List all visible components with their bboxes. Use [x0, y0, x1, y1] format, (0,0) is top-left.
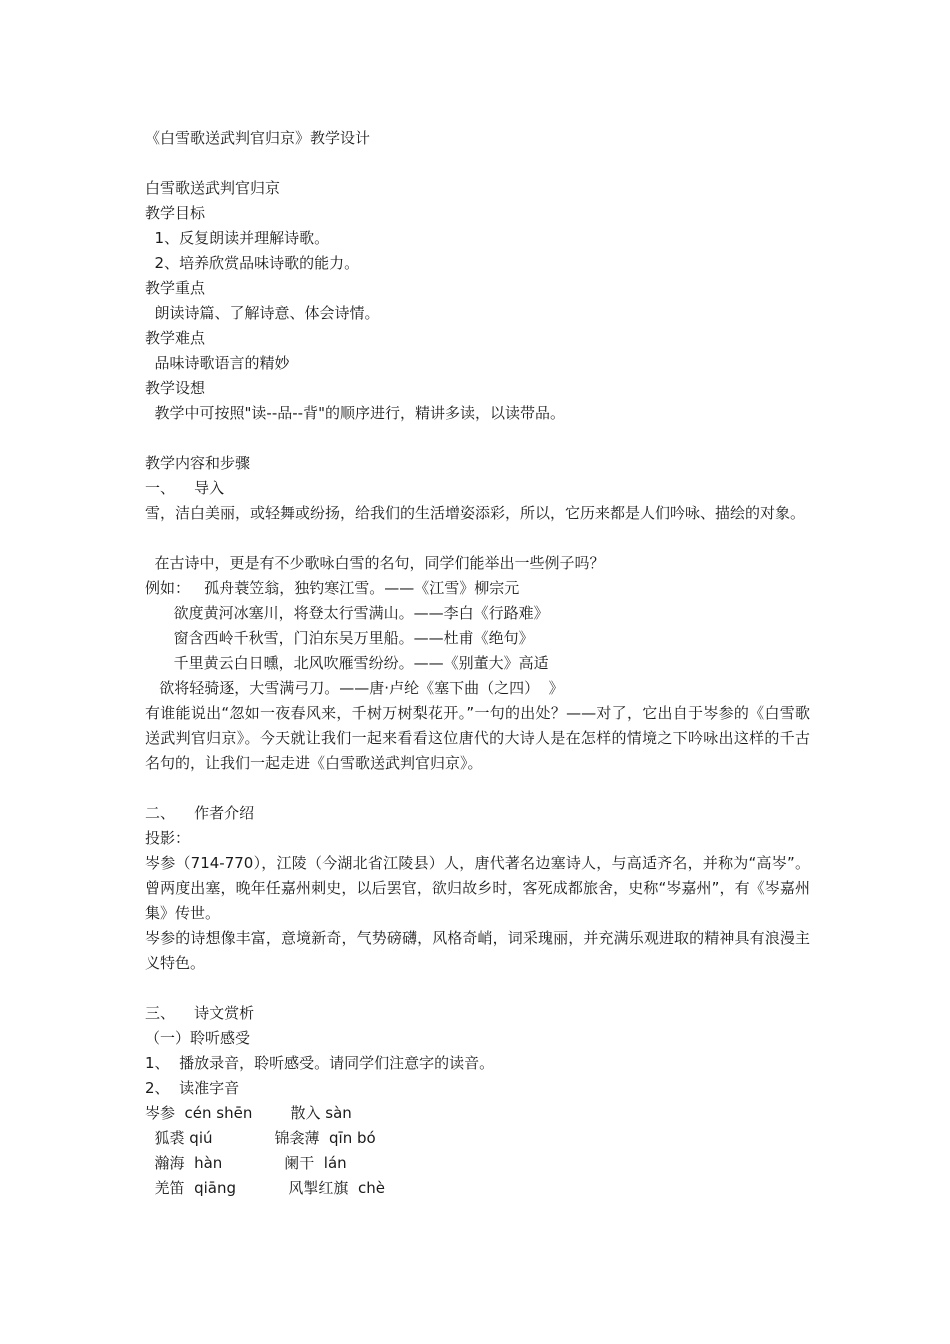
intro-question: 在古诗中，更是有不少歌咏白雪的名句，同学们能举出一些例子吗？: [145, 554, 605, 572]
focus-text: 朗读诗篇、了解诗意、体会诗情。: [145, 304, 380, 322]
author-style-paragraph: 岑参的诗想像丰富，意境新奇，气势磅礴，风格奇峭，词采瑰丽，并充满乐观进取的精神具有浪漫主义特色。: [145, 929, 810, 972]
intro-paragraph: 雪，洁白美丽，或轻舞或纷扬，给我们的生活增姿添彩，所以，它历来都是人们吟咏、描绘的对象。: [145, 504, 806, 522]
section-heading: 三、 诗文赏析: [145, 1004, 255, 1022]
author-bio-paragraph: 岑参（714-770），江陵（今湖北省江陵县）人，唐代著名边塞诗人，与高适齐名，并称为“高岑”。曾两度出塞，晚年任嘉州刺史，以后罢官，欲归故乡时，客死成都旅舍，史称“岑嘉州”，有《岑嘉州集》传世。: [145, 854, 810, 922]
example-line: 欲度黄河冰塞川，将登太行雪满山。——李白《行路难》: [145, 604, 549, 622]
example-line: 欲将轻骑逐，大雪满弓刀。——唐·卢纶《塞下曲（之四） 》: [145, 679, 564, 697]
goal-item: 1、反复朗读并理解诗歌。: [145, 229, 330, 247]
pronunciation-line: 羌笛 qiāng 风掣红旗 chè: [145, 1179, 385, 1197]
example-line: 窗含西岭千秋雪，门泊东吴万里船。——杜甫《绝句》: [145, 629, 534, 647]
steps-heading: 教学内容和步骤: [145, 454, 251, 472]
focus-heading: 教学重点: [145, 279, 206, 297]
goals-heading: 教学目标: [145, 204, 206, 222]
pronunciation-line: 瀚海 hàn 阑干 lán: [145, 1154, 347, 1172]
section-heading: 一、 导入: [145, 479, 225, 497]
poem-title: 白雪歌送武判官归京: [145, 179, 281, 197]
example-line: 例如： 孤舟蓑笠翁，独钓寒江雪。——《江雪》柳宗元: [145, 579, 520, 597]
example-line: 千里黄云白日曛，北风吹雁雪纷纷。——《别董大》高适: [145, 654, 549, 672]
idea-text: 教学中可按照"读--品--背"的顺序进行，精讲多读，以读带品。: [145, 404, 565, 422]
pronunciation-line: 狐裘 qiú 锦衾薄 qīn bó: [145, 1129, 376, 1147]
step-item: 2、 读准字音: [145, 1079, 240, 1097]
section-heading: 二、 作者介绍: [145, 804, 255, 822]
subsection-heading: （一）聆听感受: [145, 1029, 251, 1047]
step-item: 1、 播放录音，聆听感受。请同学们注意字的读音。: [145, 1054, 495, 1072]
difficulty-text: 品味诗歌语言的精妙: [145, 354, 290, 372]
pronunciation-line: 岑参 cén shēn 散入 sàn: [145, 1104, 352, 1122]
projection-label: 投影：: [145, 829, 191, 847]
difficulty-heading: 教学难点: [145, 329, 206, 347]
idea-heading: 教学设想: [145, 379, 206, 397]
intro-closing-paragraph: 有谁能说出“忽如一夜春风来，千树万树梨花开。”一句的出处？——对了，它出自于岑参的《白雪歌送武判官归京》。今天就让我们一起来看看这位唐代的大诗人是在怎样的情境之下吟咏出这样的千古名句的，让我们一起走进《白雪歌送武判官归京》。: [145, 704, 810, 772]
goal-item: 2、培养欣赏品味诗歌的能力。: [145, 254, 360, 272]
document-title: 《白雪歌送武判官归京》教学设计: [145, 129, 371, 147]
